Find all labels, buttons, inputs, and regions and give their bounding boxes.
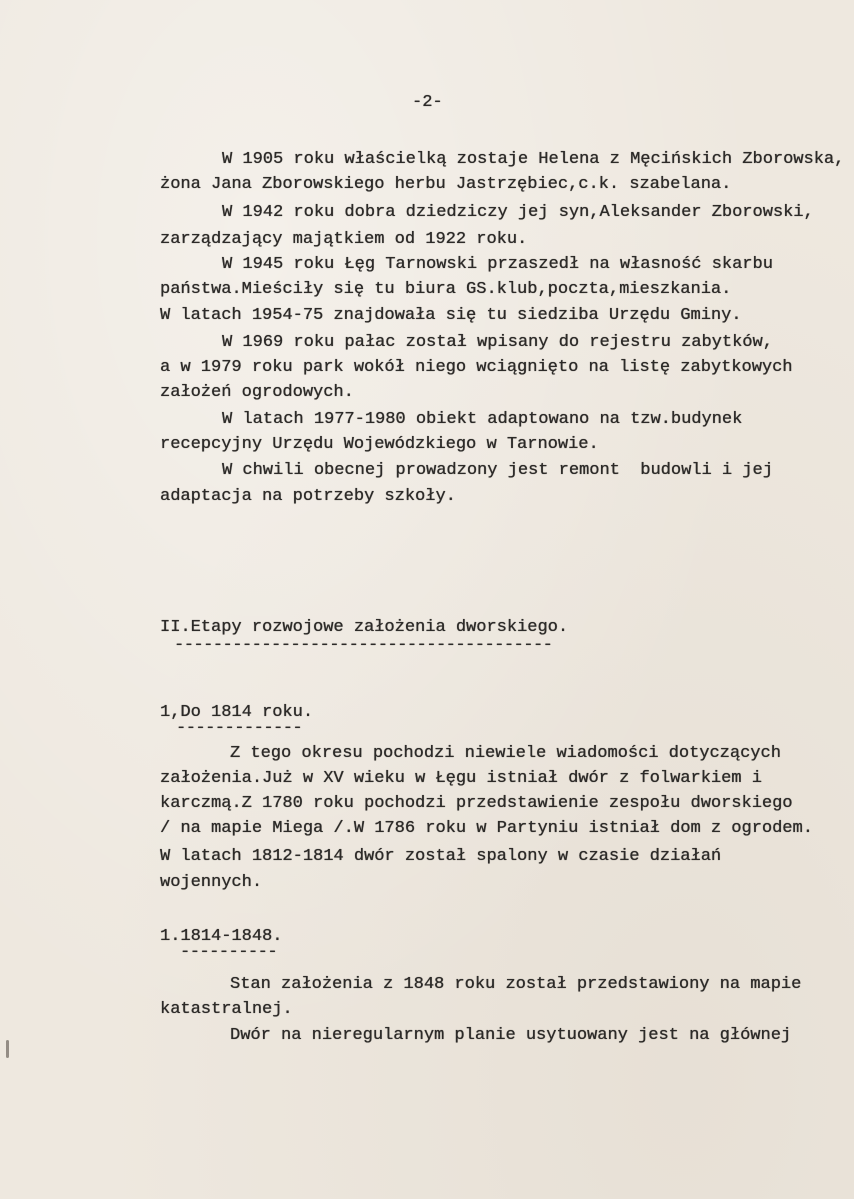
subsection-heading: 1,Do 1814 roku. [160,703,314,722]
text-line: a w 1979 roku park wokół niego wciągnięto na listę zabytkowych [160,358,793,377]
section-heading: II.Etapy rozwojowe założenia dworskiego. [160,618,569,637]
punch-hole-mark [6,1040,9,1058]
text-line: Stan założenia z 1848 roku został przedstawiony na mapie [230,975,802,994]
text-line: katastralnej. [160,1000,293,1019]
subsection-heading: 1.1814-1848. [160,927,283,946]
text-line: W latach 1812-1814 dwór został spalony w czasie działań [160,847,722,866]
text-line: W latach 1954-75 znajdowała się tu siedziba Urzędu Gminy. [160,306,742,325]
page-number: -2- [412,93,443,112]
text-line: W 1969 roku pałac został wpisany do rejestru zabytków, [222,333,773,352]
text-line: żona Jana Zborowskiego herbu Jastrzębiec,c.k. szabelana. [160,175,732,194]
section-heading-underline: --------------------------------------- [174,636,553,655]
text-line: W chwili obecnej prowadzony jest remont budowli i jej [222,461,773,480]
text-line: Z tego okresu pochodzi niewiele wiadomości dotyczących [230,744,781,763]
text-line: adaptacja na potrzeby szkoły. [160,487,456,506]
text-line: założeń ogrodowych. [160,383,354,402]
text-line: wojennych. [160,873,263,892]
text-line: W latach 1977-1980 obiekt adaptowano na tzw.budynek [222,410,743,429]
text-line: W 1942 roku dobra dziedziczy jej syn,Aleksander Zborowski, [222,203,814,222]
subsection-heading-underline: ------------- [176,719,303,738]
text-line: / na mapie Miega /.W 1786 roku w Partyniu istniał dom z ogrodem. [160,819,813,838]
text-line: W 1905 roku właścielką zostaje Helena z Męcińskich Zborowska, [222,150,845,169]
text-line: karczmą.Z 1780 roku pochodzi przedstawienie zespołu dworskiego [160,794,793,813]
text-line: państwa.Mieściły się tu biura GS.klub,poczta,mieszkania. [160,280,732,299]
subsection-heading-underline: ---------- [180,943,278,962]
text-line: Dwór na nieregularnym planie usytuowany jest na głównej [230,1026,792,1045]
text-line: założenia.Już w XV wieku w Łęgu istniał dwór z folwarkiem i [160,769,762,788]
text-line: zarządzający majątkiem od 1922 roku. [160,230,528,249]
text-line: W 1945 roku Łęg Tarnowski przaszedł na własność skarbu [222,255,773,274]
text-line: recepcyjny Urzędu Wojewódzkiego w Tarnowie. [160,435,599,454]
